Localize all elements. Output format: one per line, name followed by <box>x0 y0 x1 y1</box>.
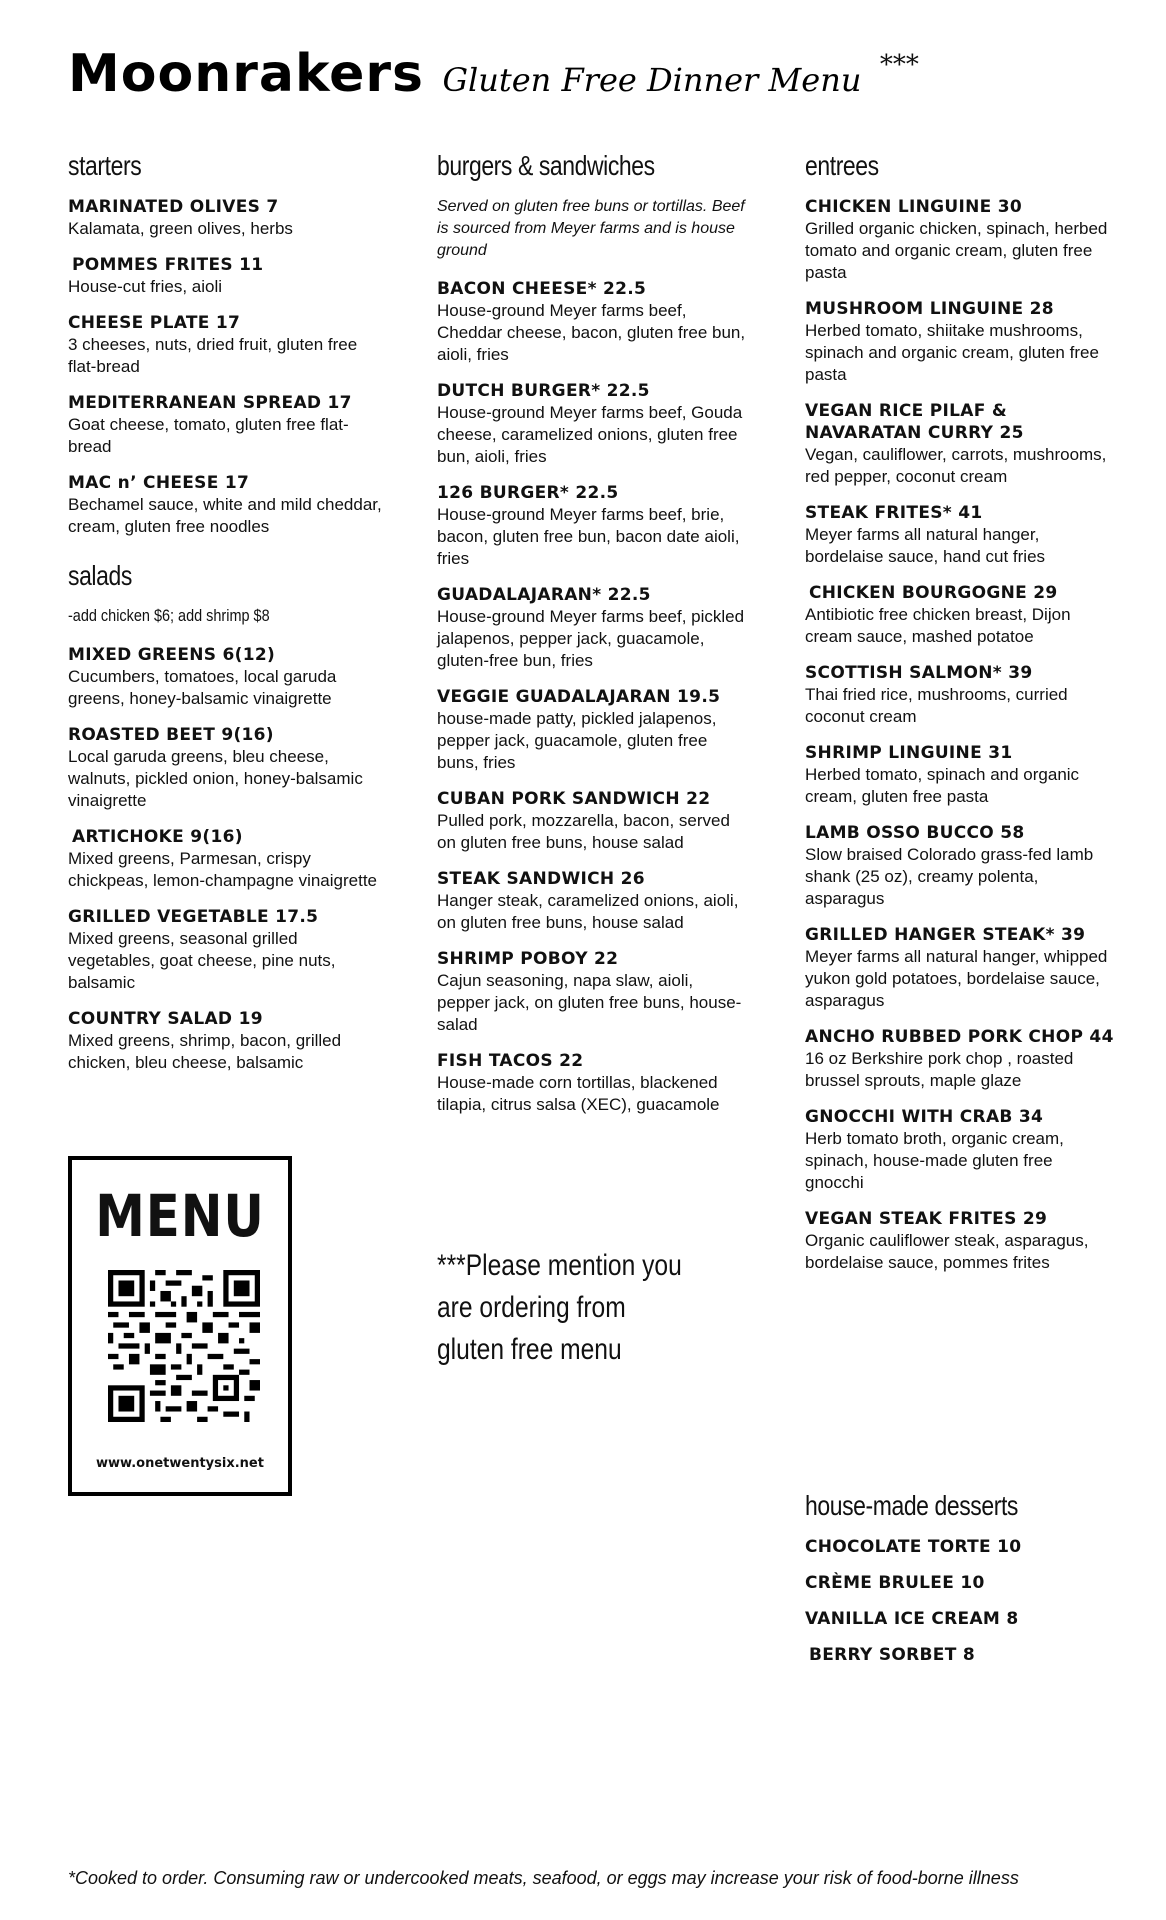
item-description: Goat cheese, tomato, gluten free flat-bread <box>68 415 349 456</box>
menu-item <box>437 1050 747 1116</box>
menu-item <box>805 582 1115 648</box>
section-title-starters: starters <box>68 150 142 181</box>
menu-item <box>437 584 747 672</box>
salad-addon-note: -add chicken $6; add shrimp $8 <box>68 606 270 625</box>
qr-menu-box[interactable] <box>68 1156 292 1496</box>
item-description: House-ground Meyer farms beef, brie, bacon, gluten free bun, bacon date aioli, fries <box>437 505 740 568</box>
item-description: House-ground Meyer farms beef, Gouda cheese, caramelized onions, gluten free bun, aioli, fries <box>437 403 743 466</box>
dessert-item: CHOCOLATE TORTE 10 <box>805 1537 1022 1557</box>
item-name: GUADALAJARAN* 22.5 <box>437 585 651 605</box>
desserts-section <box>805 1490 1115 1680</box>
item-name: MIXED GREENS 6(12) <box>68 645 276 665</box>
salads-list <box>68 644 388 1074</box>
item-name: VEGAN RICE PILAF & NAVARATAN CURRY 25 <box>805 401 1024 443</box>
menu-item <box>68 254 388 298</box>
dessert-item: BERRY SORBET 8 <box>809 1645 975 1665</box>
subtitle-stars: *** <box>879 50 919 80</box>
menu-item <box>437 278 747 366</box>
entrees-list <box>805 196 1115 1274</box>
menu-item <box>805 1106 1115 1194</box>
menu-item <box>805 502 1115 568</box>
item-description: Vegan, cauliflower, carrots, mushrooms, red pepper, coconut cream <box>805 445 1107 486</box>
item-description: Kalamata, green olives, herbs <box>68 219 293 238</box>
item-description: Meyer farms all natural hanger, bordelaise sauce, hand cut fries <box>805 525 1046 566</box>
item-name: GRILLED HANGER STEAK* 39 <box>805 925 1086 945</box>
item-description: Meyer farms all natural hanger, whipped yukon gold potatoes, bordelaise sauce, asparagus <box>805 947 1108 1010</box>
item-description: Mixed greens, seasonal grilled vegetables, goat cheese, pine nuts, balsamic <box>68 929 336 992</box>
menu-item <box>68 906 388 994</box>
item-name: VEGGIE GUADALAJARAN 19.5 <box>437 687 721 707</box>
menu-item <box>437 686 747 774</box>
menu-item <box>68 644 388 710</box>
item-name: 126 BURGER* 22.5 <box>437 483 619 503</box>
menu-item <box>68 826 388 892</box>
item-description: house-made patty, pickled jalapenos, pepper jack, guacamole, gluten free buns, fries <box>437 709 717 772</box>
menu-item <box>805 196 1115 284</box>
section-title-desserts: house-made desserts <box>805 1490 1019 1521</box>
menu-item <box>805 822 1115 910</box>
item-description: Slow braised Colorado grass-fed lamb shank (25 oz), creamy polenta, asparagus <box>805 845 1094 908</box>
section-title-salads: salads <box>68 560 132 591</box>
item-name: ANCHO RUBBED PORK CHOP 44 <box>805 1027 1114 1047</box>
item-name: MUSHROOM LINGUINE 28 <box>805 299 1054 319</box>
column-right <box>805 150 1115 1288</box>
item-name: BACON CHEESE* 22.5 <box>437 279 647 299</box>
menu-item <box>68 312 388 378</box>
item-name: STEAK SANDWICH 26 <box>437 869 645 889</box>
item-name: MEDITERRANEAN SPREAD 17 <box>68 393 352 413</box>
item-name: ROASTED BEET 9(16) <box>68 725 274 745</box>
item-description: House-ground Meyer farms beef, pickled jalapenos, pepper jack, guacamole, gluten-free bun, fries <box>437 607 745 670</box>
item-name: CHICKEN LINGUINE 30 <box>805 197 1023 217</box>
item-name: SCOTTISH SALMON* 39 <box>805 663 1033 683</box>
item-name: DUTCH BURGER* 22.5 <box>437 381 650 401</box>
item-name: GNOCCHI WITH CRAB 34 <box>805 1107 1044 1127</box>
item-name: MARINATED OLIVES 7 <box>68 197 279 217</box>
dessert-item: CRÈME BRULEE 10 <box>805 1573 985 1593</box>
menu-item <box>805 662 1115 728</box>
gluten-free-mention-note: ***Please mention you are ordering from gluten free menu <box>437 1249 682 1366</box>
menu-item <box>68 472 388 538</box>
item-name: GRILLED VEGETABLE 17.5 <box>68 907 319 927</box>
restaurant-name: Moonrakers <box>68 44 424 104</box>
item-description: House-cut fries, aioli <box>68 277 223 296</box>
starters-list <box>68 196 388 538</box>
item-description: Cucumbers, tomatoes, local garuda greens, honey-balsamic vinaigrette <box>68 667 337 708</box>
item-name: SHRIMP POBOY 22 <box>437 949 619 969</box>
menu-item <box>437 380 747 468</box>
menu-item <box>437 868 747 934</box>
menu-item <box>437 482 747 570</box>
menu-item <box>68 196 388 240</box>
item-description: 3 cheeses, nuts, dried fruit, gluten free flat-bread <box>68 335 358 376</box>
item-description: Mixed greens, shrimp, bacon, grilled chicken, bleu cheese, balsamic <box>68 1031 342 1072</box>
item-description: Antibiotic free chicken breast, Dijon cream sauce, mashed potatoe <box>805 605 1071 646</box>
item-name: SHRIMP LINGUINE 31 <box>805 743 1013 763</box>
item-name: COUNTRY SALAD 19 <box>68 1009 263 1029</box>
column-middle <box>437 150 747 1130</box>
item-description: Local garuda greens, bleu cheese, walnuts, pickled onion, honey-balsamic vinaigrette <box>68 747 363 810</box>
item-description: Herb tomato broth, organic cream, spinach, house-made gluten free gnocchi <box>805 1129 1064 1192</box>
item-name: FISH TACOS 22 <box>437 1051 584 1071</box>
menu-item <box>68 724 388 812</box>
item-name: VEGAN STEAK FRITES 29 <box>805 1209 1048 1229</box>
item-description: Herbed tomato, shiitake mushrooms, spinach and organic cream, gluten free pasta <box>805 321 1099 384</box>
menu-item <box>805 742 1115 808</box>
section-title-entrees: entrees <box>805 150 879 181</box>
menu-item <box>805 1026 1115 1092</box>
item-name: POMMES FRITES 11 <box>72 255 264 275</box>
menu-item <box>805 924 1115 1012</box>
burgers-intro: Served on gluten free buns or tortillas. Beef is sourced from Meyer farms and is house ground <box>437 198 745 259</box>
item-description: Organic cauliflower steak, asparagus, bordelaise sauce, pommes frites <box>805 1231 1089 1272</box>
menu-item <box>805 1208 1115 1274</box>
item-name: CHICKEN BOURGOGNE 29 <box>809 583 1058 603</box>
column-left <box>68 150 388 1088</box>
item-description: Bechamel sauce, white and mild cheddar, cream, gluten free noodles <box>68 495 382 536</box>
item-description: 16 oz Berkshire pork chop , roasted brussel sprouts, maple glaze <box>805 1049 1074 1090</box>
item-description: Herbed tomato, spinach and organic cream, gluten free pasta <box>805 765 1080 806</box>
burgers-list <box>437 278 747 1116</box>
menu-item <box>68 392 388 458</box>
item-name: MAC n’ CHEESE 17 <box>68 473 250 493</box>
footer-disclaimer: *Cooked to order. Consuming raw or undercooked meats, seafood, or eggs may increase your risk of food-borne illness <box>68 1868 1019 1888</box>
item-description: Pulled pork, mozzarella, bacon, served on gluten free buns, house salad <box>437 811 730 852</box>
item-name: STEAK FRITES* 41 <box>805 503 983 523</box>
item-description: Mixed greens, Parmesan, crispy chickpeas, lemon-champagne vinaigrette <box>68 849 378 890</box>
item-description: Hanger steak, caramelized onions, aioli, on gluten free buns, house salad <box>437 891 739 932</box>
menu-subtitle: Gluten Free Dinner Menu <box>442 61 862 99</box>
item-name: CHEESE PLATE 17 <box>68 313 241 333</box>
qr-code-icon <box>108 1270 260 1422</box>
item-name: CUBAN PORK SANDWICH 22 <box>437 789 711 809</box>
section-title-burgers: burgers & sandwiches <box>437 150 655 181</box>
qr-website-url[interactable]: www.onetwentysix.net <box>96 1456 264 1471</box>
menu-item <box>805 400 1115 488</box>
menu-header <box>68 44 919 114</box>
item-name: ARTICHOKE 9(16) <box>72 827 243 847</box>
menu-item <box>437 948 747 1036</box>
menu-item <box>805 298 1115 386</box>
menu-item <box>437 788 747 854</box>
item-description: Grilled organic chicken, spinach, herbed tomato and organic cream, gluten free pasta <box>805 219 1108 282</box>
menu-item <box>68 1008 388 1074</box>
dessert-item: VANILLA ICE CREAM 8 <box>805 1609 1019 1629</box>
item-description: Cajun seasoning, napa slaw, aioli, pepper jack, on gluten free buns, house-salad <box>437 971 742 1034</box>
item-description: Thai fried rice, mushrooms, curried coconut cream <box>805 685 1068 726</box>
qr-menu-label: MENU <box>95 1182 265 1250</box>
item-description: House-ground Meyer farms beef, Cheddar cheese, bacon, gluten free bun, aioli, fries <box>437 301 746 364</box>
item-description: House-made corn tortillas, blackened tilapia, citrus salsa (XEC), guacamole <box>437 1073 720 1114</box>
item-name: LAMB OSSO BUCCO 58 <box>805 823 1025 843</box>
